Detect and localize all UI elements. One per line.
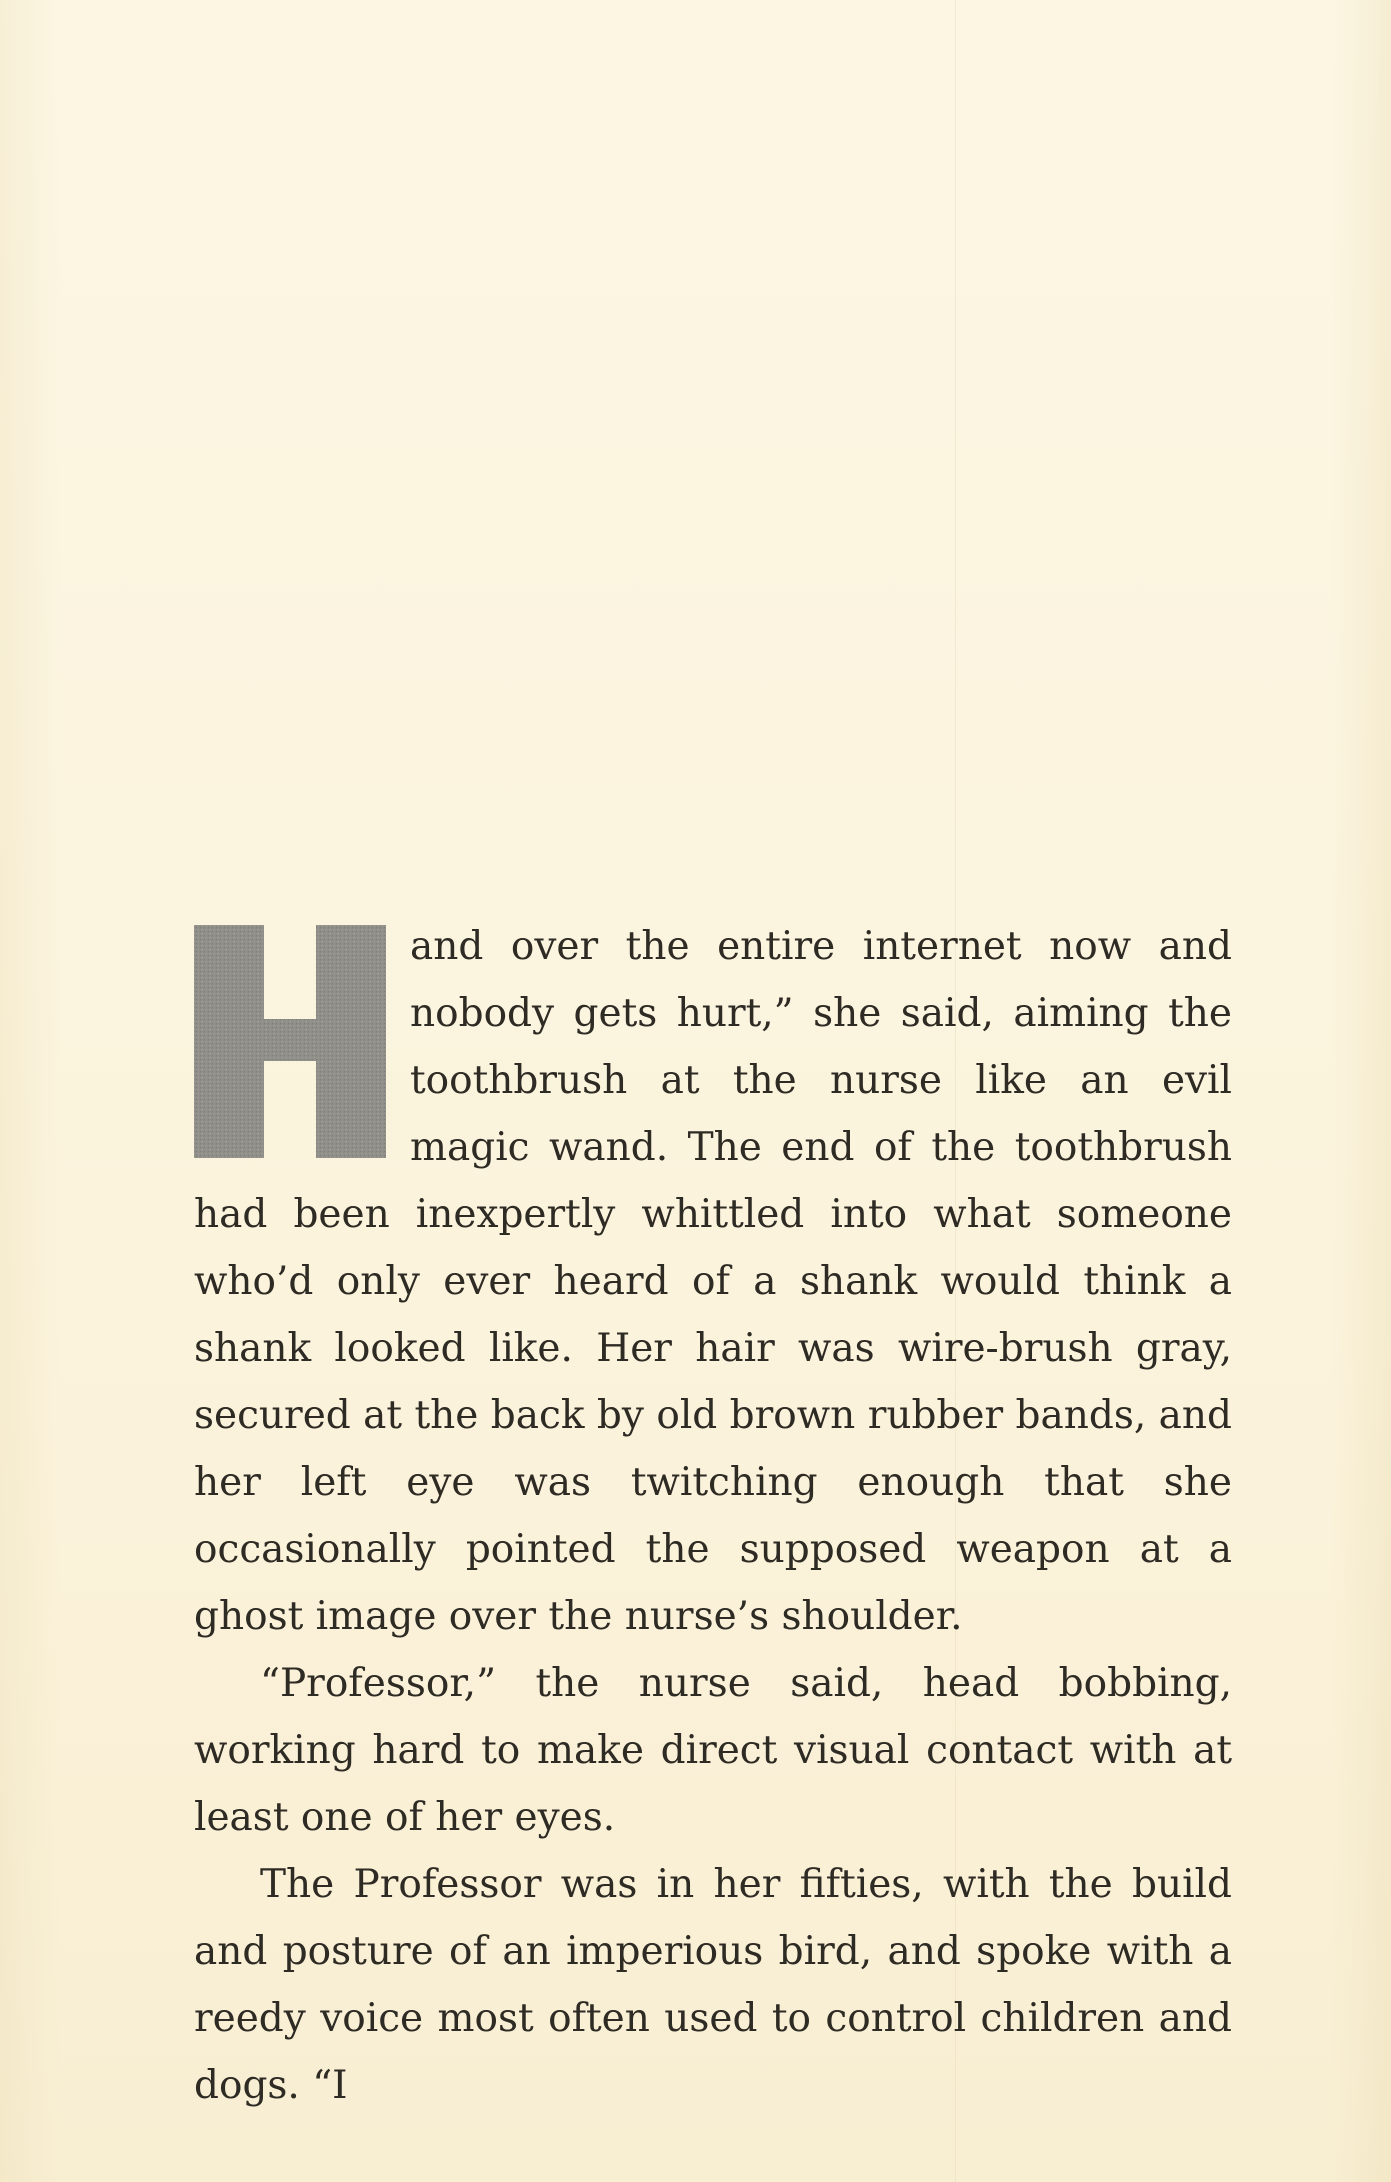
paragraph-3: The Professor was in her fifties, with the build and posture of an imperious bird, and spoke with a reedy voice most often used to control children and dogs. “I [194, 1862, 1232, 2108]
drop-cap [194, 925, 386, 1158]
paragraph-2: “Professor,” the nurse said, head bobbing, working hard to make direct visual contact with at least one of her eyes. [194, 1661, 1232, 1840]
drop-cap-h-glyph [194, 925, 386, 1158]
body-text [194, 913, 1232, 2119]
paragraph-1-text: and over the entire internet now and nobody gets hurt,” she said, aiming the toothbrush at the nurse like an evil magic wand. The end of the toothbrush had been inexpertly whittled into what someone who’d only ever heard of a shank would think a shank looked like. Her hair was wire-brush gray, secured at the back by old brown rubber bands, and her left eye was twitching enough that she occasionally pointed the supposed weapon at a ghost image over the nurse’s shoulder. [194, 924, 1232, 1639]
paragraph-1 [194, 913, 1232, 1650]
